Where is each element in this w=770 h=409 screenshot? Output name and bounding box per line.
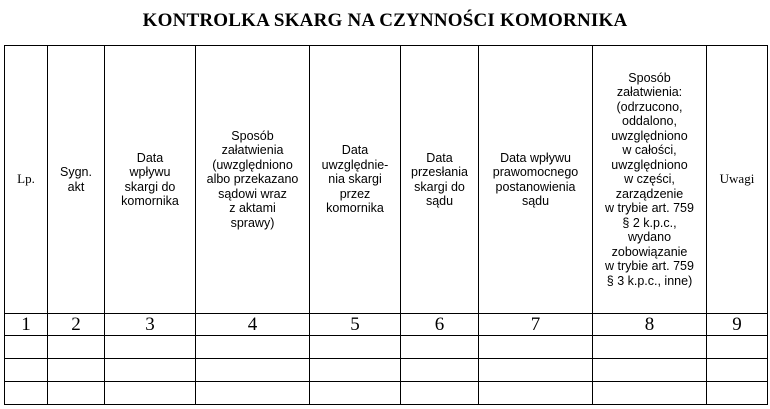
table-cell[interactable] bbox=[479, 336, 593, 359]
table-cell[interactable] bbox=[593, 382, 707, 405]
table-cell[interactable] bbox=[48, 336, 105, 359]
table-cell[interactable] bbox=[707, 336, 768, 359]
table-cell[interactable] bbox=[593, 336, 707, 359]
table-cell[interactable] bbox=[310, 359, 401, 382]
table-cell[interactable] bbox=[105, 336, 196, 359]
table-cell[interactable] bbox=[707, 359, 768, 382]
table-cell[interactable] bbox=[48, 382, 105, 405]
table-cell[interactable] bbox=[593, 359, 707, 382]
column-number: 2 bbox=[48, 314, 105, 336]
table-cell[interactable] bbox=[5, 382, 48, 405]
table-row bbox=[5, 382, 768, 405]
table-row bbox=[5, 336, 768, 359]
table-cell[interactable] bbox=[479, 382, 593, 405]
header-sygn-akt: Sygn. akt bbox=[48, 46, 105, 314]
header-sposob-zalatwienia-sad: Sposób załatwienia: (odrzucono, oddalono, uwzględniono w całości, uwzględniono w części, zarządzenie w trybie art. 759 § 2 k.p.c., wydano zobowiązanie w trybie art. 759 § 3 k.p.c., inne) bbox=[593, 46, 707, 314]
header-row bbox=[5, 46, 768, 314]
column-number: 4 bbox=[196, 314, 310, 336]
table-cell[interactable] bbox=[310, 336, 401, 359]
header-lp: Lp. bbox=[5, 46, 48, 314]
header-data-przeslania: Data przesłania skargi do sądu bbox=[401, 46, 479, 314]
form-title: KONTROLKA SKARG NA CZYNNOŚCI KOMORNIKA bbox=[142, 10, 628, 31]
column-number: 5 bbox=[310, 314, 401, 336]
table-cell[interactable] bbox=[196, 382, 310, 405]
header-data-wplywu-skargi: Data wpływu skargi do komornika bbox=[105, 46, 196, 314]
table-cell[interactable] bbox=[5, 359, 48, 382]
column-number-row bbox=[5, 314, 768, 336]
header-data-uwzglednienia: Data uwzględnie- nia skargi przez komornika bbox=[310, 46, 401, 314]
table-cell[interactable] bbox=[196, 359, 310, 382]
column-number: 6 bbox=[401, 314, 479, 336]
header-data-wplywu-postanowienia: Data wpływu prawomocnego postanowienia sądu bbox=[479, 46, 593, 314]
table-cell[interactable] bbox=[479, 359, 593, 382]
table-row bbox=[5, 359, 768, 382]
table-cell[interactable] bbox=[401, 359, 479, 382]
header-uwagi: Uwagi bbox=[707, 46, 768, 314]
complaints-register-table bbox=[4, 45, 768, 405]
table-cell[interactable] bbox=[105, 359, 196, 382]
table-cell[interactable] bbox=[105, 382, 196, 405]
table-cell[interactable] bbox=[707, 382, 768, 405]
column-number: 7 bbox=[479, 314, 593, 336]
table-cell[interactable] bbox=[310, 382, 401, 405]
column-number: 1 bbox=[5, 314, 48, 336]
table-cell[interactable] bbox=[401, 382, 479, 405]
column-number: 3 bbox=[105, 314, 196, 336]
header-sposob-zalatwienia: Sposób załatwienia (uwzględniono albo przekazano sądowi wraz z aktami sprawy) bbox=[196, 46, 310, 314]
table-cell[interactable] bbox=[401, 336, 479, 359]
table-cell[interactable] bbox=[5, 336, 48, 359]
table-cell[interactable] bbox=[196, 336, 310, 359]
table-cell[interactable] bbox=[48, 359, 105, 382]
column-number: 9 bbox=[707, 314, 768, 336]
column-number: 8 bbox=[593, 314, 707, 336]
